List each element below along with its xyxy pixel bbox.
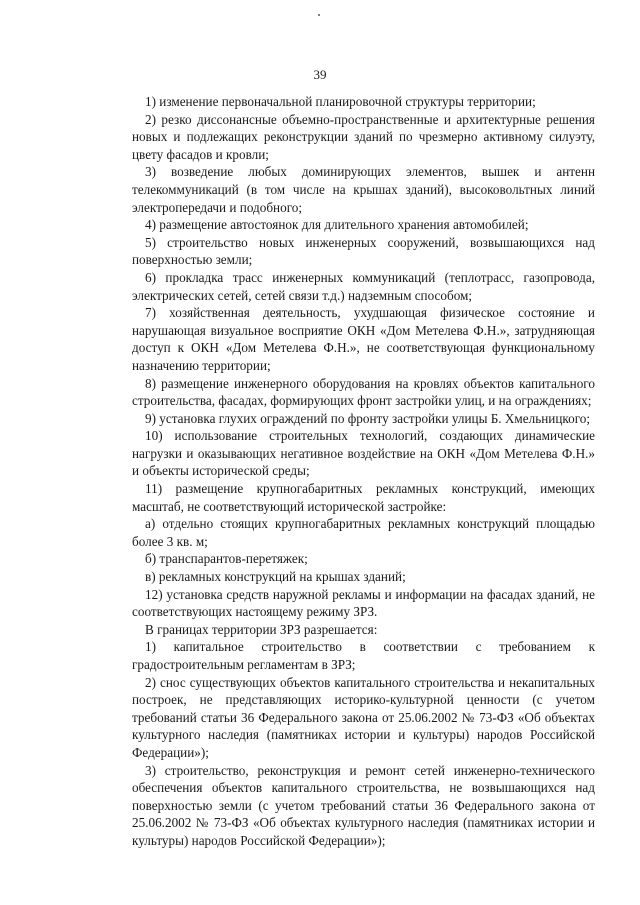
- paragraph-2: 2) резко диссонансные объемно-пространственные и архитектурные решения новых и подлежащих реконструкции зданий по чрезмерно активному силуэту, цвету фасадов и кровли;: [132, 111, 595, 162]
- paragraph-7: 7) хозяйственная деятельность, ухудшающая физическое состояние и нарушающая визуальное восприятие ОКН «Дом Метелева Ф.Н.», затрудняющая доступ к ОКН «Дом Метелева Ф.Н.», не соответствующая функциональному назначению территории;: [132, 305, 595, 373]
- scan-speck: [318, 14, 320, 16]
- paragraph-6: 6) прокладка трасс инженерных коммуникаций (теплотрасс, газопровода, электрических сетей, сетей связи т.д.) надземным способом;: [132, 269, 595, 303]
- document-body: [132, 93, 595, 850]
- paragraph-3: 3) возведение любых доминирующих элементов, вышек и антенн телекоммуникаций (в том числе на крышах зданий), высоковольтных линий электропередачи и подобного;: [132, 164, 595, 215]
- paragraph-4: 4) размещение автостоянок для длительного хранения автомобилей;: [145, 217, 529, 233]
- allowed-item-3: 3) строительство, реконструкция и ремонт сетей инженерно-технического обеспечения объектов капитального строительства, не возвышающихся над поверхностью земли (с учетом требований статьи 36 Федерального закона от 25.06.2002 № 73-ФЗ «Об объектах культурного наследия (памятниках истории и культуры) народов Российской Федерации»);: [132, 762, 595, 848]
- paragraph-12: 12) установка средств наружной рекламы и информации на фасадах зданий, не соответствующих настоящему режиму ЗРЗ.: [132, 586, 595, 620]
- paragraph-11a: а) отдельно стоящих крупногабаритных рекламных конструкций площадью более 3 кв. м;: [132, 516, 595, 549]
- allowed-item-1: 1) капитальное строительство в соответствии с требованием к градостроительным регламентам в ЗРЗ;: [132, 639, 595, 672]
- paragraph-5: 5) строительство новых инженерных сооружений, возвышающихся над поверхностью земли;: [132, 234, 595, 268]
- page-number: 39: [313, 67, 327, 82]
- paragraph-11b: б) транспарантов-перетяжек;: [145, 551, 308, 567]
- paragraph-11c: в) рекламных конструкций на крышах зданий;: [145, 569, 406, 585]
- paragraph-9: 9) установка глухих ограждений по фронту застройки улицы Б. Хмельницкого;: [145, 410, 591, 426]
- paragraph-10: 10) использование строительных технологий, создающих динамические нагрузки и оказывающих негативное воздействие на ОКН «Дом Метелева Ф.Н.» и объекты исторической среды;: [132, 428, 595, 479]
- paragraph-1: 1) изменение первоначальной планировочной структуры территории;: [145, 94, 536, 109]
- allowed-heading: В границах территории ЗРЗ разрешается:: [145, 621, 378, 637]
- paragraph-11: 11) размещение крупногабаритных рекламных конструкций, имеющих масштаб, не соответствующий исторической застройке:: [132, 481, 595, 514]
- paragraph-8: 8) размещение инженерного оборудования на кровлях объектов капитального строительства, фасадах, формирующих фронт застройки улиц, и на ограждениях;: [132, 375, 595, 409]
- allowed-item-2: 2) снос существующих объектов капитального строительства и некапитальных построек, не представляющих историко-культурной ценности (с учетом требований статьи 36 Федерального закона от 25.06.2002 № 73-ФЗ «Об объектах культурного наследия (памятниках истории и культуры) народов Российской Федерации»);: [132, 674, 595, 760]
